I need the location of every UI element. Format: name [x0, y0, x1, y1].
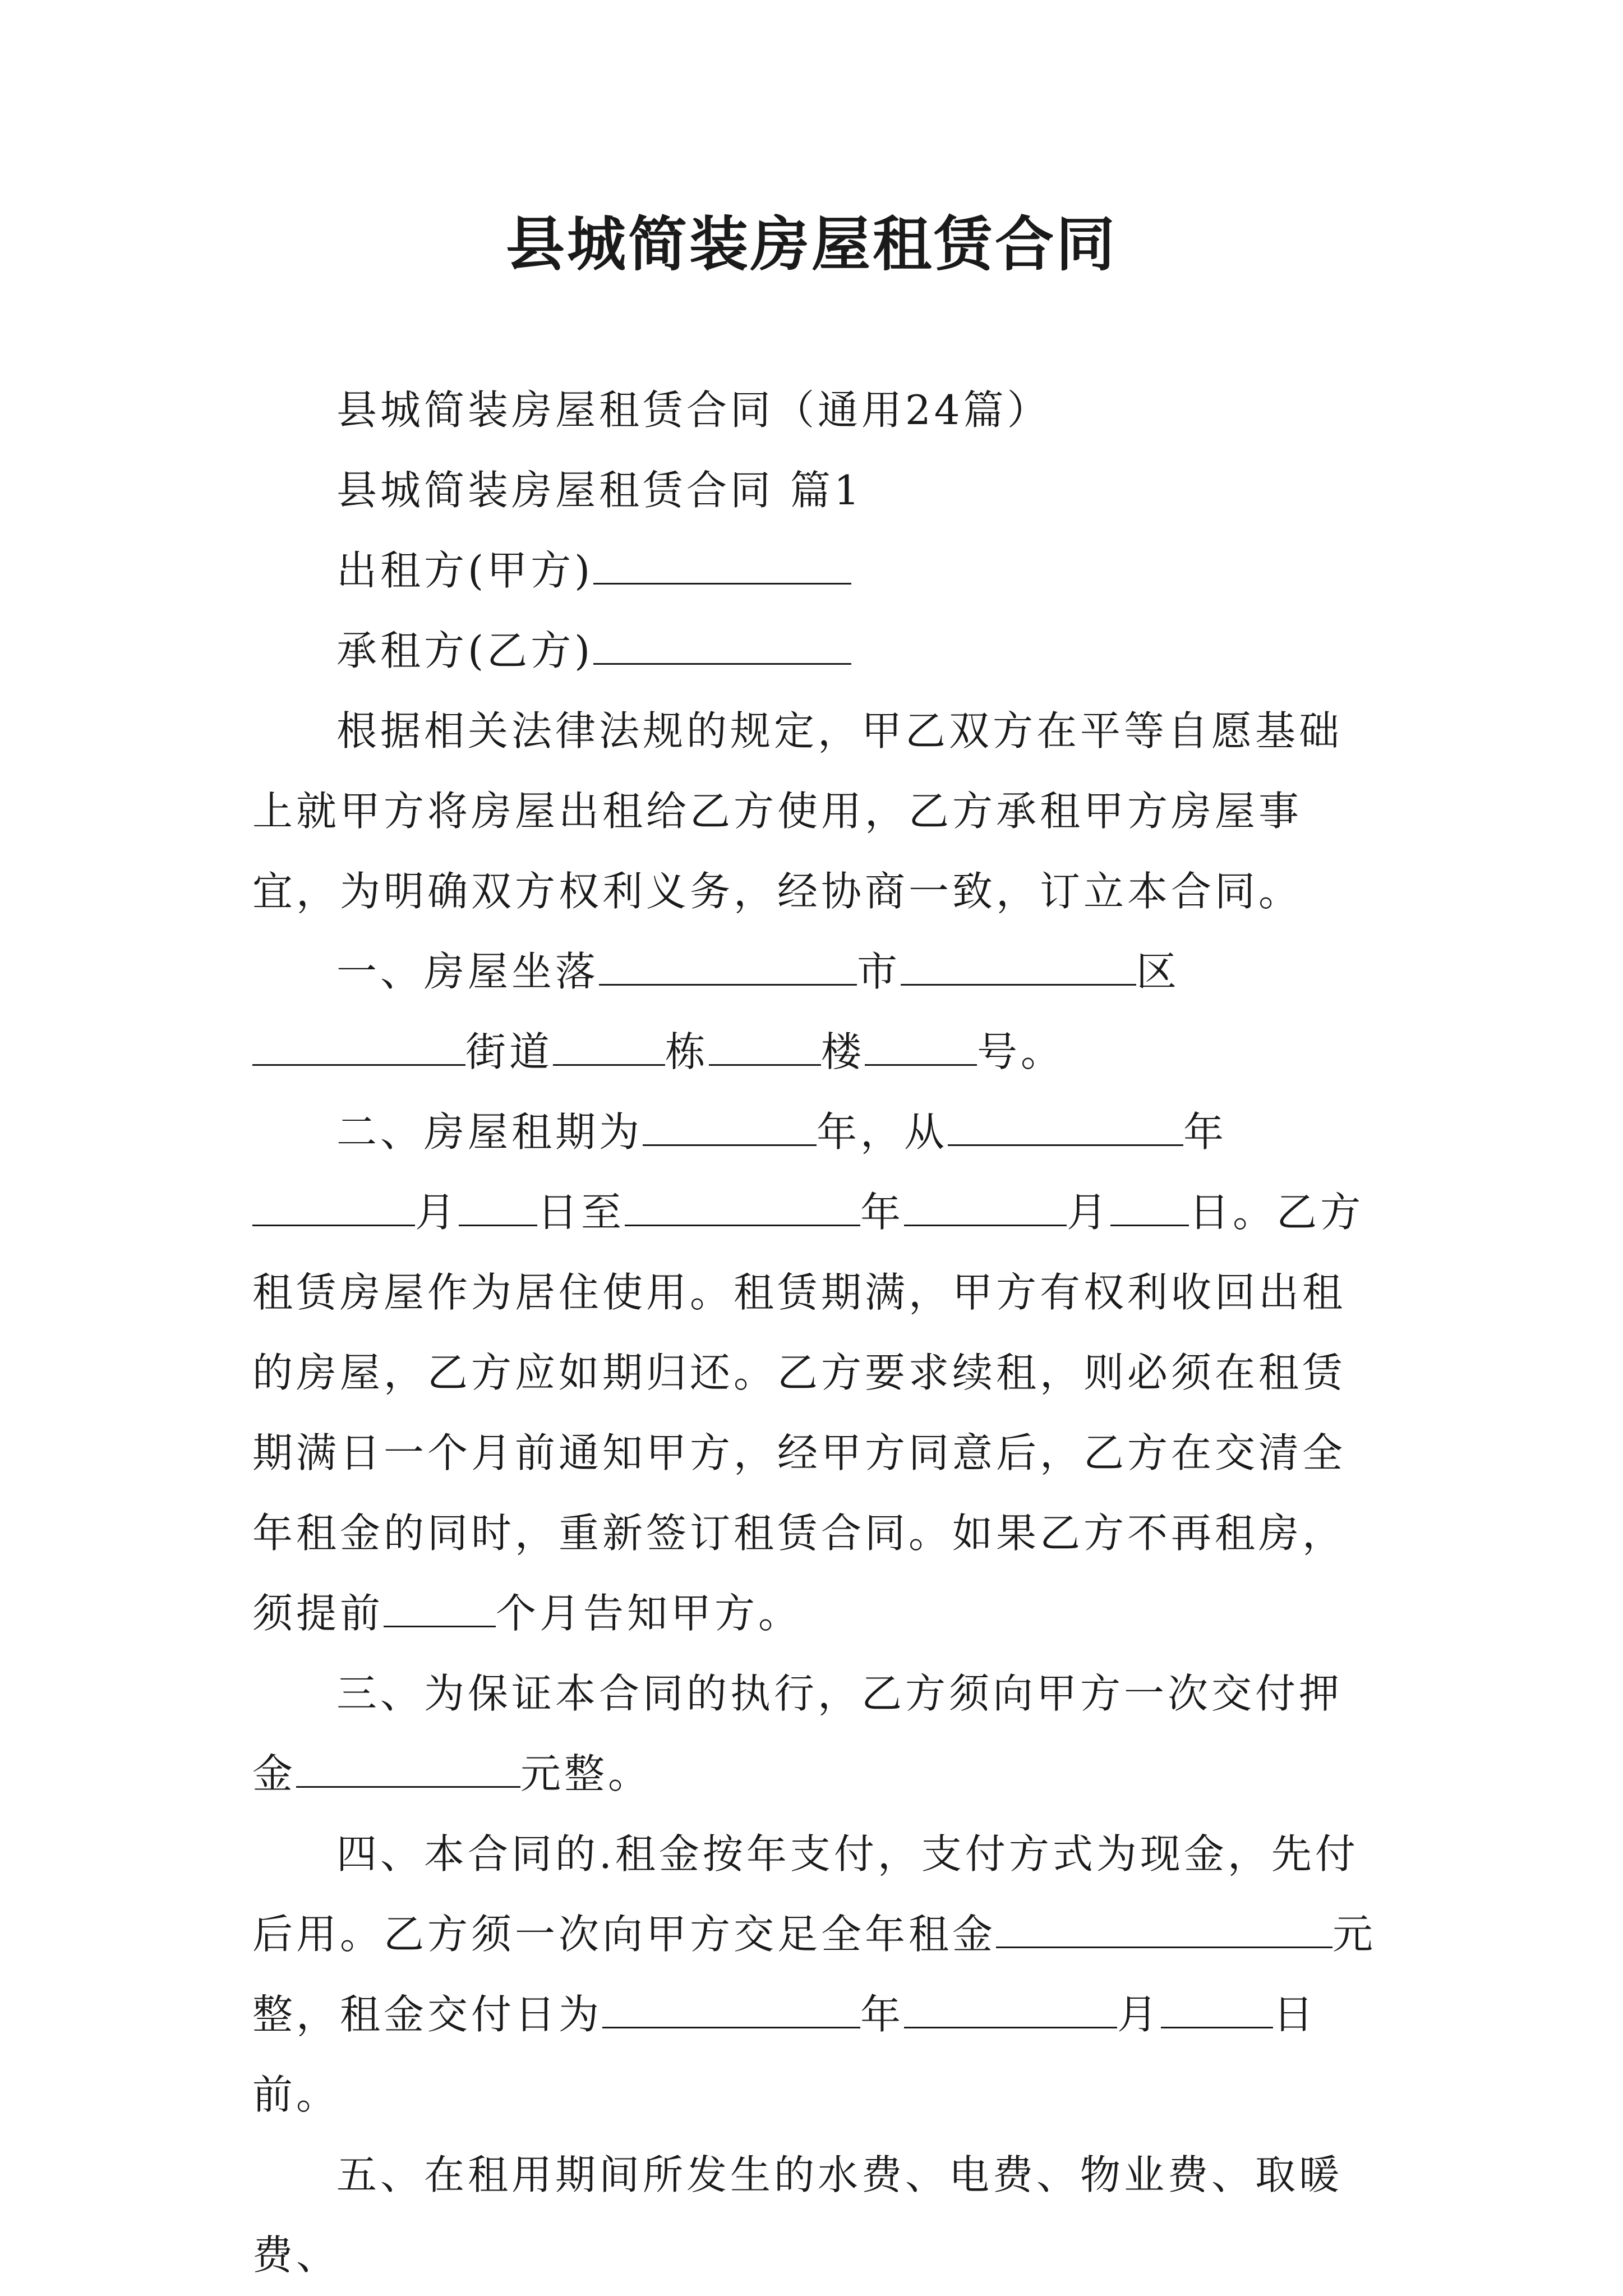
- annual-rent-blank: [996, 1914, 1332, 1948]
- clause-5-paragraph: 五、在租用期间所发生的水费、电费、物业费、取暖费、: [252, 2151, 1343, 2279]
- lessee-label: 承租方(乙方): [336, 627, 594, 674]
- clause-1-text: 街道: [465, 1028, 554, 1075]
- clause-2-text: 月: [1067, 1189, 1111, 1236]
- lessee-line: [252, 611, 1385, 691]
- document-title: 县城简装房屋租赁合同: [505, 209, 1117, 279]
- lessee-blank: [593, 631, 851, 665]
- clause-2-paragraph: [252, 1092, 1385, 1654]
- start-day-blank: [459, 1192, 537, 1226]
- building-blank: [553, 1032, 665, 1066]
- subtitle: 县城简装房屋租赁合同（通用24篇）: [336, 386, 1051, 434]
- district-blank: [901, 951, 1136, 986]
- pay-day-blank: [1161, 1994, 1273, 2028]
- lessor-label: 出租方(甲方): [336, 547, 594, 594]
- end-day-blank: [1110, 1192, 1189, 1226]
- clause-2-text: 日至: [537, 1189, 625, 1236]
- number-blank: [865, 1032, 977, 1066]
- clause-2-text: 日。乙方租赁房屋作为居住使用。租赁期满，甲方有权利收回出租的房屋，乙方应如期归还。乙方要求续租，则必须在租赁期满日一个月前通知甲方，经甲方同意后，乙方在交清全年租金的同时，重新签订租赁合同。如果乙方不再租房，须提前: [252, 1189, 1364, 1637]
- clause-1-text: 一、房屋坐落: [336, 948, 600, 995]
- clause-1-text: 市: [857, 948, 901, 995]
- clause-2-text: 个月告知甲方。: [496, 1590, 803, 1637]
- clause-2-text: 月: [415, 1189, 459, 1236]
- clause-4-text: 元整，租金交付日为: [252, 1911, 1377, 2038]
- clause-4-text: 年: [860, 1991, 905, 2038]
- lessor-blank: [593, 550, 851, 585]
- clause-1-text: 号。: [977, 1028, 1065, 1075]
- city-blank: [599, 951, 857, 986]
- clause-2-text: 二、房屋租期为: [336, 1108, 643, 1156]
- start-year-blank: [948, 1112, 1183, 1146]
- document-body: [252, 370, 1385, 2295]
- clause-1-paragraph: [252, 932, 1385, 1092]
- clause-3-paragraph: [252, 1654, 1385, 1814]
- clause-4-paragraph: [252, 1814, 1385, 2135]
- clause-2-text: 年，从: [817, 1108, 948, 1156]
- pay-year-blank: [602, 1994, 860, 2028]
- clause-4-text: 日前。: [252, 1991, 1317, 2118]
- deposit-blank: [296, 1754, 520, 1788]
- section-heading: 县城简装房屋租赁合同 篇1: [336, 467, 863, 514]
- end-month-blank: [904, 1192, 1067, 1226]
- street-blank: [252, 1032, 465, 1066]
- clause-1-text: 栋: [665, 1028, 709, 1075]
- notice-months-blank: [384, 1593, 496, 1627]
- lessor-line: [252, 531, 1385, 611]
- clause-1-text: 区: [1136, 948, 1181, 995]
- pay-month-blank: [904, 1994, 1117, 2028]
- clause-2-text: 年: [1183, 1108, 1228, 1156]
- clause-4-text: 月: [1117, 1991, 1161, 2038]
- preamble-paragraph: 根据相关法律法规的规定，甲乙双方在平等自愿基础上就甲方将房屋出租给乙方使用，乙方承租甲方房屋事宜，为明确双方权利义务，经协商一致，订立本合同。: [252, 707, 1343, 915]
- floor-blank: [709, 1032, 821, 1066]
- clause-3-text: 元整。: [520, 1750, 652, 1797]
- term-years-blank: [643, 1112, 817, 1146]
- clause-1-text: 楼: [821, 1028, 865, 1075]
- start-month-blank: [252, 1192, 415, 1226]
- clause-3-text: 三、为保证本合同的执行，乙方须向甲方一次交付押金: [252, 1670, 1343, 1797]
- clause-4-text: 四、本合同的.租金按年支付，支付方式为现金，先付后用。乙方须一次向甲方交足全年租金: [252, 1830, 1359, 1958]
- end-year-blank: [625, 1192, 860, 1226]
- clause-2-text: 年: [860, 1189, 905, 1236]
